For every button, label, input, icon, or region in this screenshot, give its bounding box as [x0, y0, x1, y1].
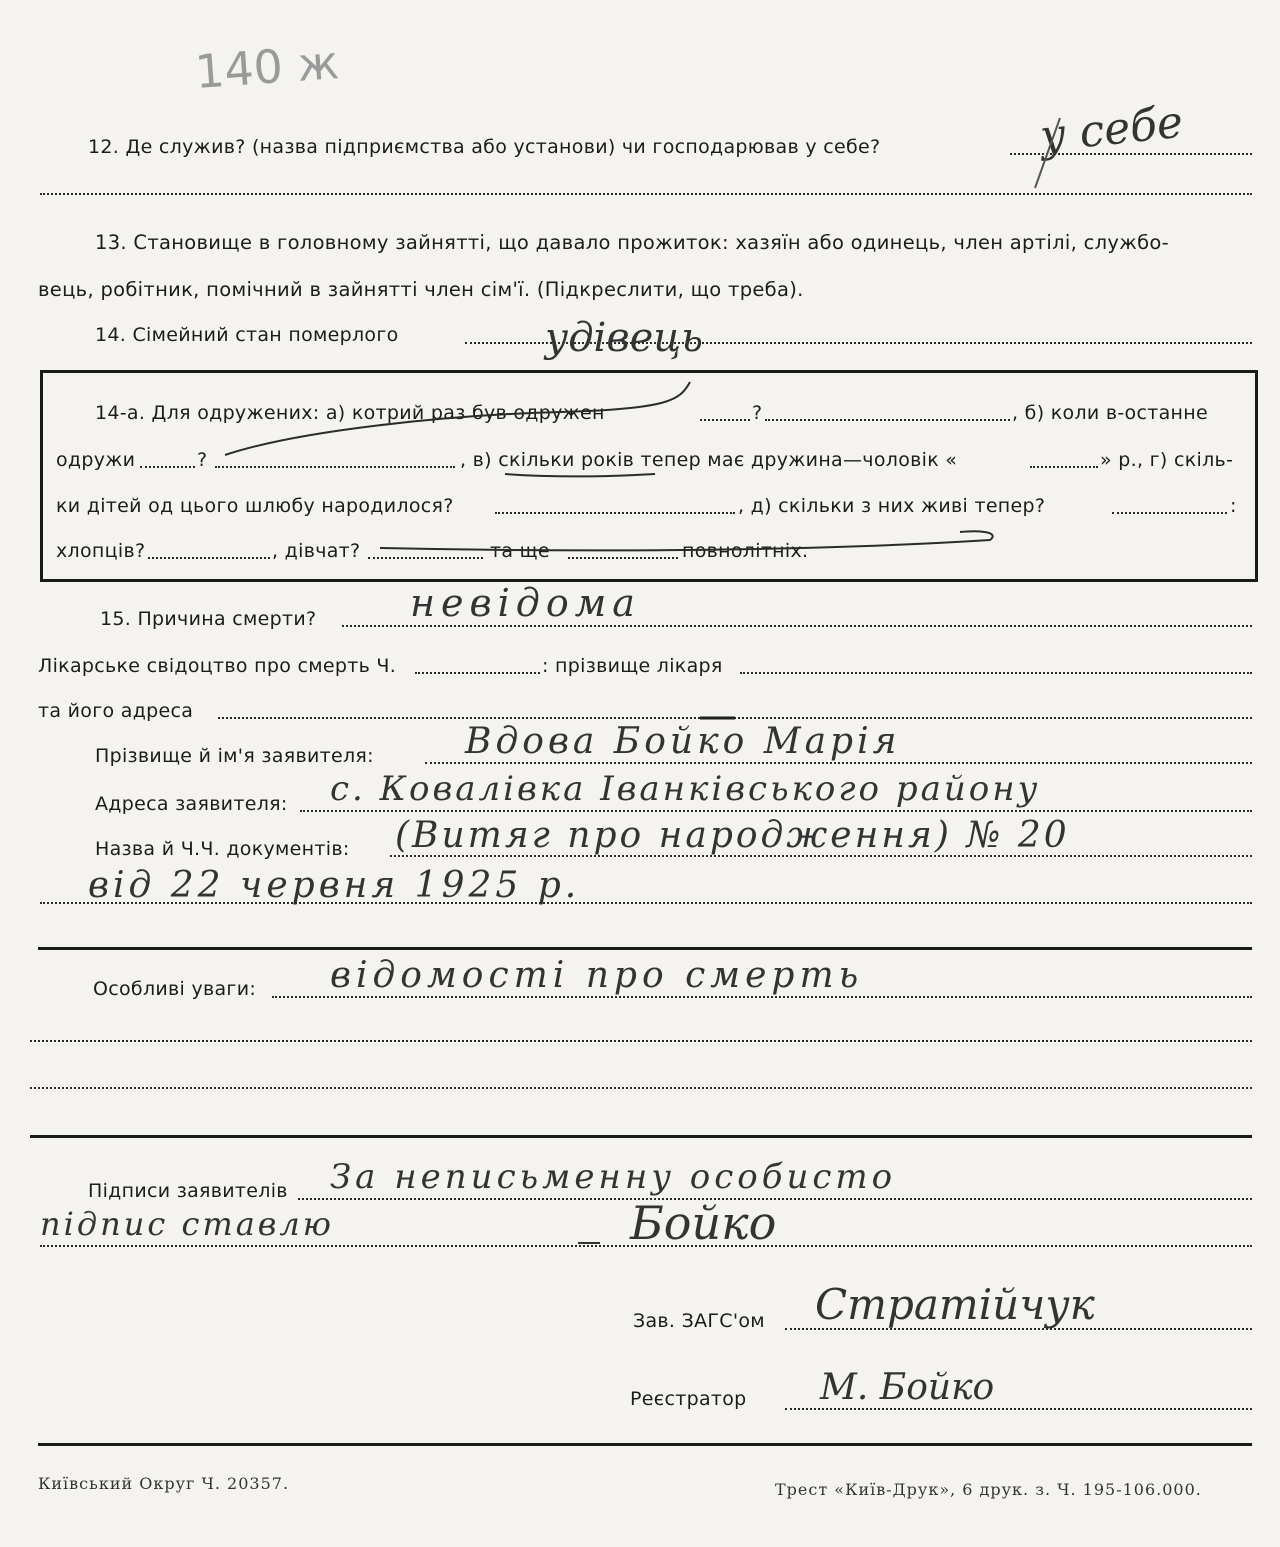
q14-answer: удівець [545, 315, 703, 361]
registrar-signature: М. Бойко [820, 1367, 995, 1408]
q14a-line2-a: одружи [56, 449, 136, 471]
pencil-note: 140 ж [193, 35, 341, 99]
registry-head-signature: Стратійчук [815, 1280, 1095, 1329]
registrar-label: Реєстратор [630, 1388, 747, 1410]
q15-answer: невідома [410, 581, 641, 625]
applicant-signature: Бойко [630, 1196, 777, 1250]
q14a-line4-b: , дівчат? [272, 540, 361, 562]
applicant-name-label: Прізвище й ім'я заявителя: [95, 745, 374, 767]
q14a-line2-q: ? [197, 449, 208, 471]
signatures-label: Підписи заявителів [88, 1180, 288, 1202]
q14a-line1-a: 14-а. Для одружених: а) котрий раз був одружен [95, 402, 605, 424]
applicant-addr-label: Адреса заявителя: [95, 793, 288, 815]
q14a-line3-a: ки дітей од цього шлюбу народилося? [56, 495, 454, 517]
q14a-line4-c: та ще [490, 540, 550, 562]
q15-label: 15. Причина смерти? [100, 608, 317, 630]
notes-label: Особливі уваги: [93, 978, 257, 1000]
q14a-line1-b: , б) коли в-останне [1012, 402, 1208, 424]
q14a-line2-b: , в) скільки років тепер має дружина—чоловік « [460, 449, 958, 471]
applicant-docs-value-2: від 22 червня 1925 р. [88, 865, 581, 906]
q13-line1: 13. Становище в головному зайнятті, що давало прожиток: хазяїн або одинець, член артілі, службо- [95, 231, 1169, 254]
q14a-line3-c: : [1230, 495, 1237, 517]
q12-answer: у себе [1037, 96, 1186, 163]
q13-line2: вець, робітник, помічний в зайнятті член сім'ї. (Підкреслити, що треба). [38, 278, 804, 301]
signatures-value-2: підпис ставлю [40, 1205, 334, 1243]
registry-head-label: Зав. ЗАГС'ом [633, 1310, 765, 1332]
signatures-value: За неписьменну особисто [330, 1157, 897, 1197]
footer-left: Київський Округ Ч. 20357. [38, 1474, 290, 1493]
q12-label: 12. Де служив? (назва підприємства або установи) чи господарював у себе? [88, 136, 881, 158]
q12-answer-slash [1035, 118, 1060, 188]
q15-doctor-label: : прізвище лікаря [542, 655, 723, 677]
q14-label: 14. Сімейний стан померлого [95, 324, 399, 346]
q14a-line3-b: , д) скільки з них живі тепер? [738, 495, 1046, 517]
q14a-underline [505, 474, 655, 476]
applicant-addr-value: с. Ковалівка Іванківського району [330, 769, 1041, 809]
applicant-docs-label: Назва й Ч.Ч. документів: [95, 838, 350, 860]
q14a-line2-c: » р., г) скіль- [1100, 449, 1234, 471]
footer-right: Трест «Київ-Друк», 6 друк. з. Ч. 195-106.000. [775, 1480, 1202, 1499]
applicant-name-value: Вдова Бойко Марія [465, 721, 901, 762]
q14a-strikethrough [225, 382, 690, 455]
q14a-line4-a: хлопців? [56, 540, 146, 562]
applicant-docs-value: (Витяг про народження) № 20 [395, 815, 1070, 856]
q15-addr-label: та його адреса [38, 700, 194, 722]
q15-cert-label: Лікарське свідоцтво про смерть Ч. [38, 655, 397, 677]
notes-value: відомості про смерть [330, 955, 864, 996]
q14a-line1-q: ? [752, 402, 763, 424]
q14a-bottom-stroke [380, 531, 993, 550]
q14a-line4-d: повнолітніх. [682, 540, 809, 562]
